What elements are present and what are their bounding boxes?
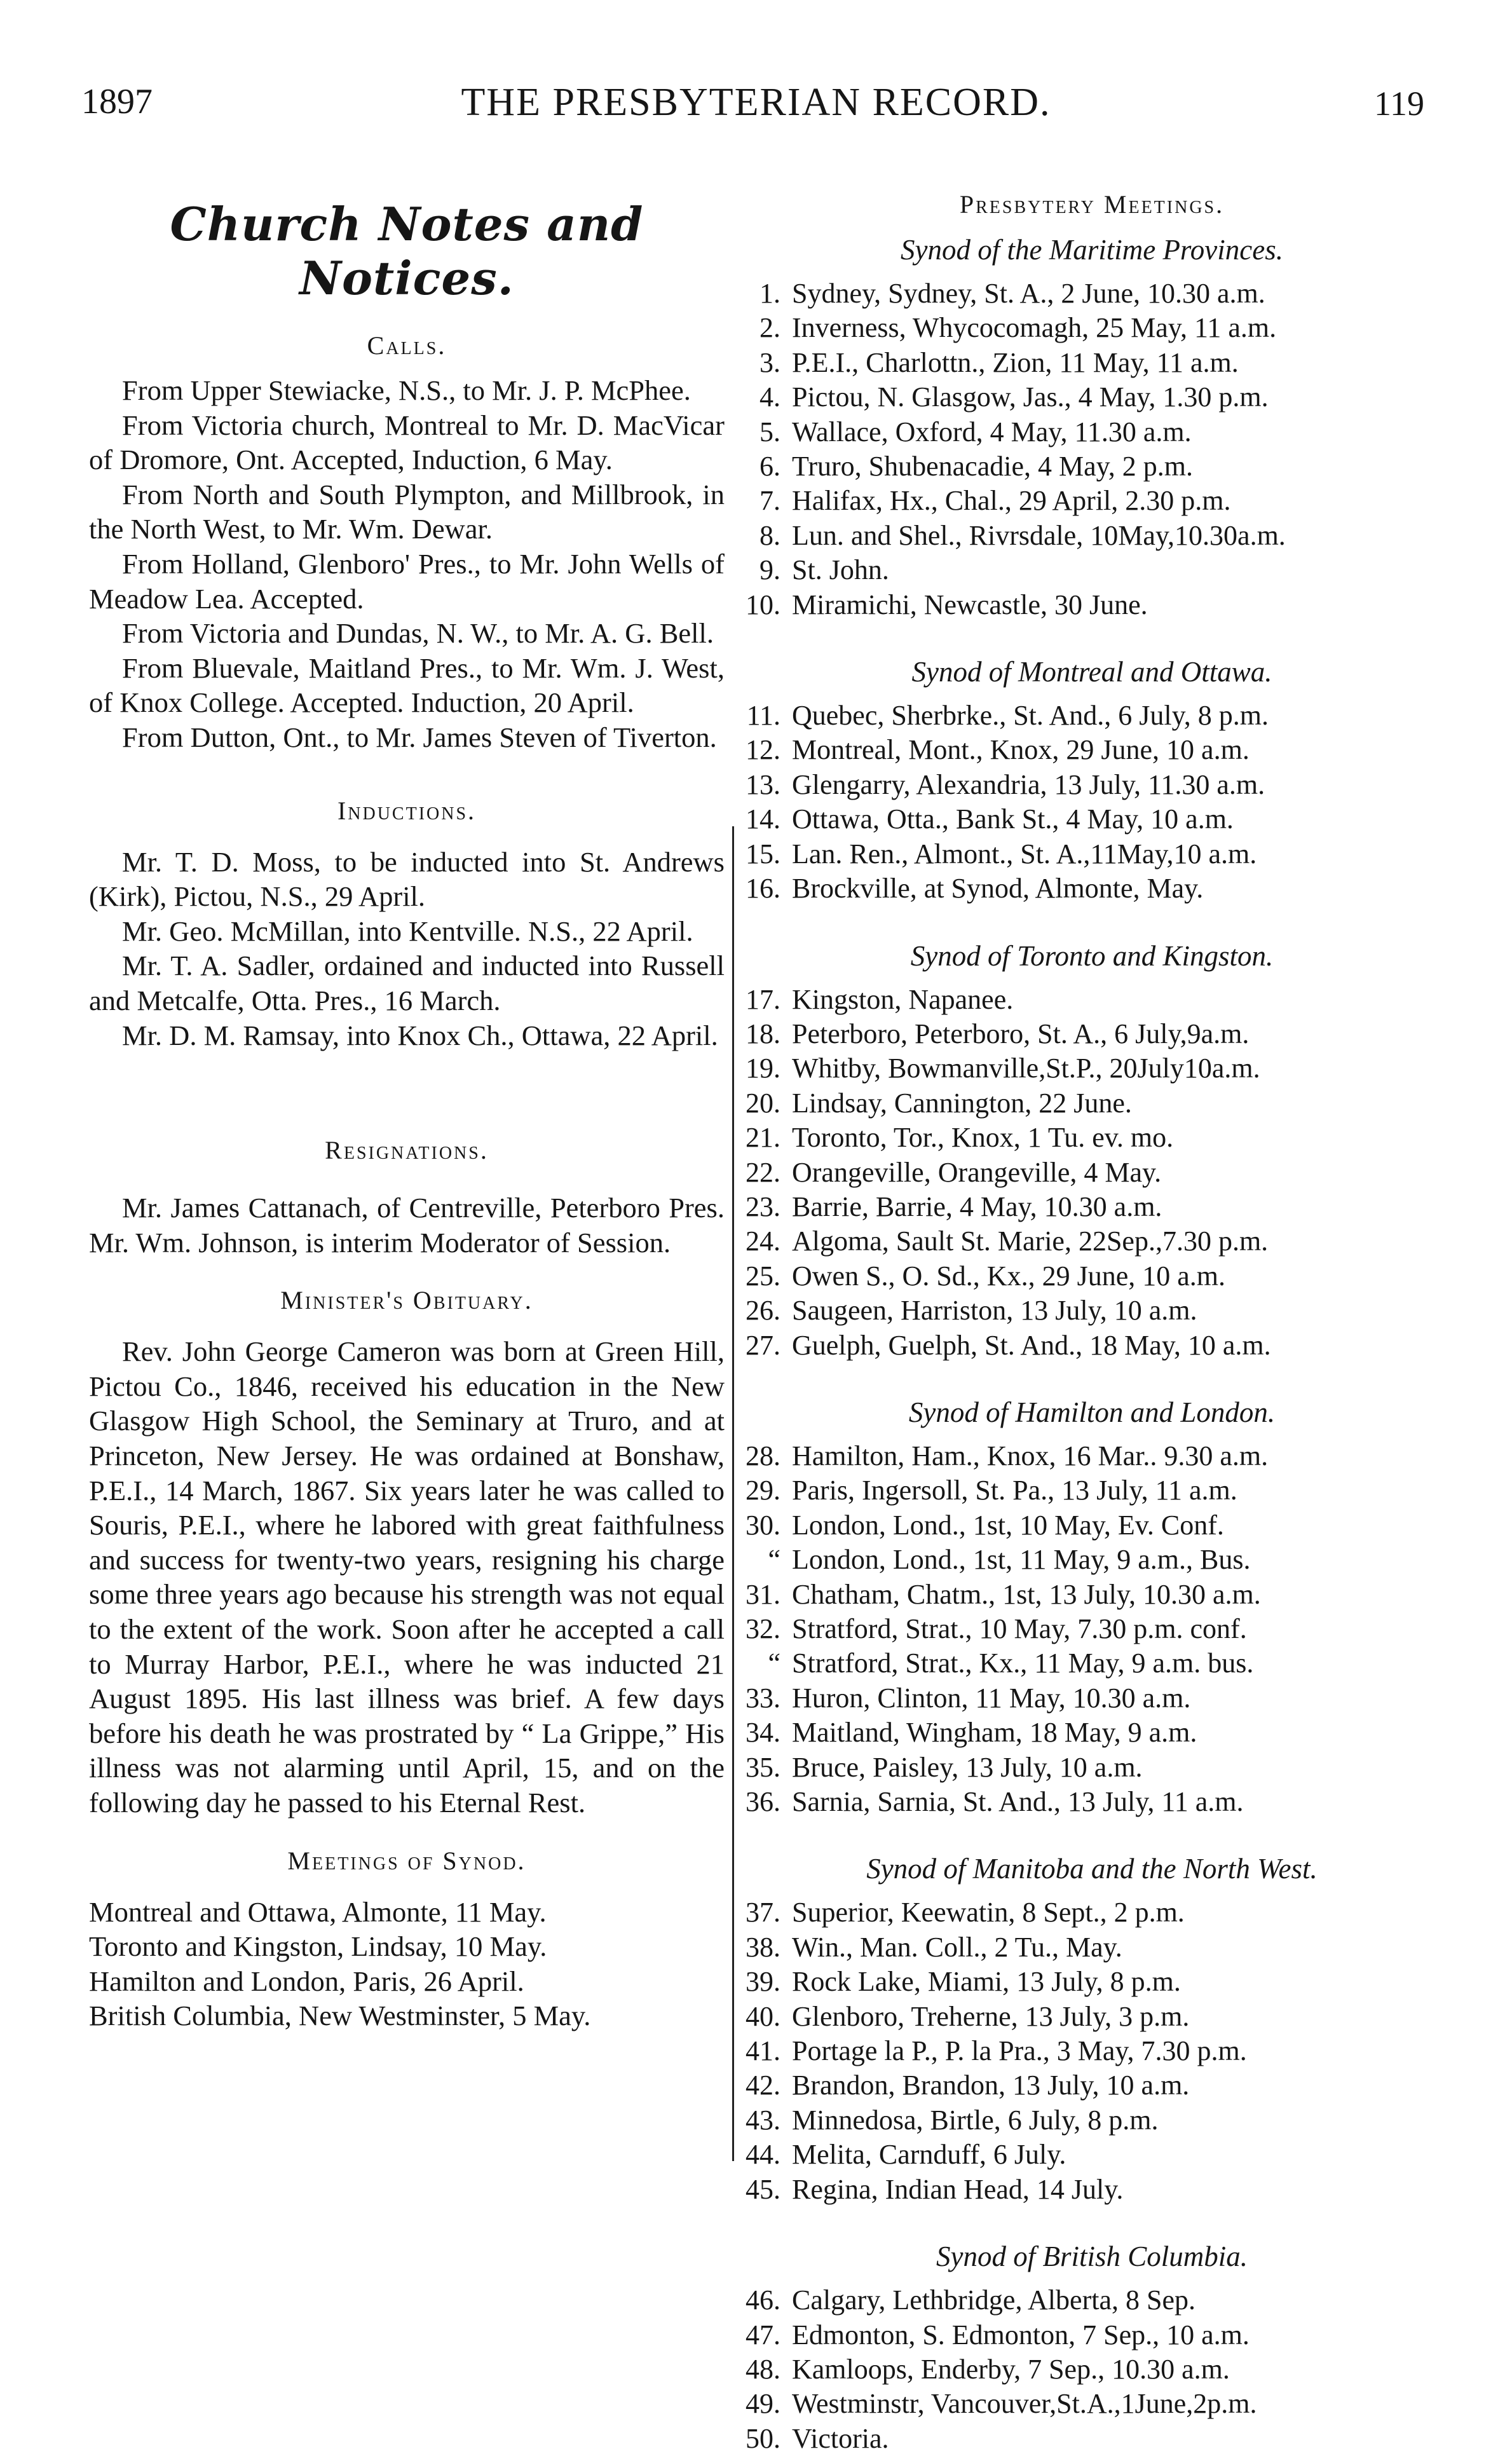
- spacer: [780, 553, 792, 587]
- presbytery-details: Orangeville, Orangeville, 4 May.: [792, 1156, 1162, 1188]
- synod-meeting-line: Montreal and Ottawa, Almonte, 11 May.: [89, 1895, 547, 1928]
- presbytery-entry: [742, 1473, 1441, 1508]
- presbytery-details: London, Lond., 1st, 10 May, Ev. Conf.: [792, 1509, 1224, 1541]
- presbytery-number: 33.: [746, 1682, 780, 1714]
- presbytery-number: 24.: [746, 1225, 780, 1257]
- spacer: [780, 346, 792, 380]
- induction-paragraph: Mr. Geo. McMillan, into Kentville. N.S., 22 April.: [122, 915, 693, 947]
- presbytery-number: 40.: [746, 2000, 780, 2032]
- presbytery-details: Kingston, Napanee.: [792, 983, 1014, 1015]
- presbytery-number: 6.: [759, 451, 780, 482]
- spacer: [780, 588, 792, 622]
- spacer: [780, 1750, 792, 1785]
- presbytery-details: Melita, Carnduff, 6 July.: [792, 2139, 1066, 2171]
- presbytery-entry: [742, 2068, 1441, 2103]
- presbytery-entry: [742, 1578, 1441, 1612]
- presbytery-number: 39.: [746, 1966, 780, 1998]
- presbytery-number: 5.: [759, 416, 780, 447]
- presbytery-entry: [742, 2387, 1441, 2421]
- presbytery-number: 30.: [746, 1509, 780, 1541]
- presbytery-entry: [742, 1646, 1441, 1681]
- spacer: [780, 2318, 792, 2352]
- spacer: [780, 1121, 792, 1155]
- presbytery-details: Hamilton, Ham., Knox, 16 Mar.. 9.30 a.m.: [792, 1440, 1269, 1471]
- presbytery-number: 41.: [746, 2035, 780, 2067]
- induction-paragraph: Mr. T. D. Moss, to be inducted into St. Andrews (Kirk), Pictou, N.S., 29 April.: [89, 845, 725, 913]
- call-paragraph: From North and South Plympton, and Millbrook, in the North West, to Mr. Wm. Dewar.: [89, 478, 725, 545]
- spacer: [780, 1578, 792, 1612]
- spacer: [780, 519, 792, 553]
- spacer: [780, 2422, 792, 2456]
- synod-heading: Synod of Manitoba and the North West.: [866, 1853, 1318, 1885]
- presbytery-entry: [742, 1965, 1441, 1999]
- presbytery-number: 19.: [746, 1053, 780, 1084]
- obituary-heading: Minister's Obituary.: [280, 1286, 533, 1315]
- presbytery-number: 12.: [746, 734, 780, 766]
- synod-meeting-line: Toronto and Kingston, Lindsay, 10 May.: [89, 1930, 547, 1963]
- presbytery-entry: [742, 1017, 1441, 1051]
- left-column: [89, 184, 725, 2033]
- obituary-paragraph: Rev. John George Cameron was born at Green Hill, Pictou Co., 1846, received his education in the New Glasgow High School, the Seminary at Truro, and at Princeton, New Jersey. He was ordained at Bonshaw, P.E.I., 14 March, 1867. Six years later he was called to Souris, P.E.I., where he labored with great faithfulness and success for twenty-two years, resigning his charge some three years ago because his strength was not equal to the extent of the work. Soon after he accepted a call to Murray Harbor, P.E.I., where he was inducted 21 August 1895. His last illness was brief. A few days before his death he was prostrated by “ La Grippe,” His illness was not alarming until April, 15, and on the following day he passed to his Eternal Rest.: [89, 1335, 725, 1818]
- presbytery-entry: [742, 1051, 1441, 1086]
- presbytery-details: Glenboro, Treherne, 13 July, 3 p.m.: [792, 2000, 1190, 2032]
- spacer: [780, 1543, 792, 1577]
- resignations-section: [89, 1190, 725, 1260]
- inductions-heading: Inductions.: [337, 796, 477, 825]
- presbytery-number: 42.: [746, 2070, 780, 2101]
- presbytery-number: 35.: [746, 1751, 780, 1783]
- spacer: [780, 837, 792, 871]
- presbytery-entry: [742, 768, 1441, 802]
- presbytery-details: Owen S., O. Sd., Kx., 29 June, 10 a.m.: [792, 1260, 1225, 1292]
- presbytery-entry: [742, 1328, 1441, 1363]
- presbytery-entry: [742, 1508, 1441, 1543]
- presbytery-details: Toronto, Tor., Knox, 1 Tu. ev. mo.: [792, 1122, 1174, 1154]
- spacer: [780, 1293, 792, 1328]
- presbytery-entry: [742, 2352, 1441, 2387]
- right-column: [742, 184, 1441, 2456]
- synod-heading: Synod of the Maritime Provinces.: [901, 234, 1283, 266]
- spacer: [780, 1473, 792, 1508]
- page-header: [75, 75, 1437, 132]
- presbytery-details: Miramichi, Newcastle, 30 June.: [792, 589, 1148, 620]
- spacer: [780, 449, 792, 484]
- spacer: [780, 1328, 792, 1363]
- presbytery-number: 16.: [746, 873, 780, 904]
- presbytery-details: Sarnia, Sarnia, St. And., 13 July, 11 a.m.: [792, 1786, 1244, 1818]
- presbytery-details: Peterboro, Peterboro, St. A., 6 July,9a.m.: [792, 1018, 1250, 1049]
- presbytery-details: St. John.: [792, 554, 889, 586]
- synod-meetings-section: [89, 1895, 725, 2033]
- presbytery-details: Calgary, Lethbridge, Alberta, 8 Sep.: [792, 2284, 1195, 2316]
- presbytery-number: 37.: [746, 1897, 780, 1928]
- presbytery-number: 47.: [746, 2319, 780, 2350]
- presbytery-details: Brandon, Brandon, 13 July, 10 a.m.: [792, 2070, 1190, 2101]
- header-page-number: 119: [1374, 85, 1424, 123]
- presbytery-details: Algoma, Sault St. Marie, 22Sep.,7.30 p.m.: [792, 1225, 1269, 1257]
- presbytery-entry: [742, 1156, 1441, 1190]
- presbytery-details: Pictou, N. Glasgow, Jas., 4 May, 1.30 p.m.: [792, 381, 1269, 413]
- presbytery-details: Whitby, Bowmanville,St.P., 20July10a.m.: [792, 1053, 1260, 1084]
- presbytery-details: Ottawa, Otta., Bank St., 4 May, 10 a.m.: [792, 803, 1234, 835]
- spacer: [780, 2068, 792, 2103]
- obituary-section: [89, 1334, 725, 1820]
- presbytery-entry: [742, 1439, 1441, 1473]
- call-paragraph: From Victoria and Dundas, N. W., to Mr. A. G. Bell.: [122, 617, 714, 650]
- presbytery-details: Inverness, Whycocomagh, 25 May, 11 a.m.: [792, 312, 1277, 344]
- synod-heading: Synod of British Columbia.: [936, 2241, 1248, 2273]
- presbytery-number: 28.: [746, 1440, 780, 1471]
- synod-heading: Synod of Hamilton and London.: [908, 1396, 1276, 1428]
- spacer: [780, 1439, 792, 1473]
- presbytery-details: Chatham, Chatm., 1st, 13 July, 10.30 a.m.: [792, 1578, 1261, 1610]
- presbytery-entry: [742, 2103, 1441, 2138]
- presbytery-entry: [742, 553, 1441, 587]
- presbytery-entry: [742, 415, 1441, 449]
- spacer: [780, 1224, 792, 1259]
- presbytery-details: Westminstr, Vancouver,St.A.,1June,2p.m.: [792, 2388, 1257, 2420]
- spacer: [780, 1156, 792, 1190]
- spacer: [780, 733, 792, 767]
- spacer: [780, 1051, 792, 1086]
- presbytery-number: 17.: [746, 983, 780, 1015]
- presbytery-number: 10.: [746, 589, 780, 620]
- spacer: [780, 871, 792, 906]
- header-year: 1897: [81, 82, 153, 121]
- presbytery-details: Edmonton, S. Edmonton, 7 Sep., 10 a.m.: [792, 2319, 1250, 2350]
- presbytery-entry: [742, 2034, 1441, 2068]
- presbytery-details: P.E.I., Charlottn., Zion, 11 May, 11 a.m.: [792, 346, 1239, 378]
- spacer: [780, 1785, 792, 1819]
- presbytery-details: Truro, Shubenacadie, 4 May, 2 p.m.: [792, 451, 1193, 482]
- presbytery-entry: [742, 380, 1441, 414]
- induction-paragraph: Mr. T. A. Sadler, ordained and inducted into Russell and Metcalfe, Otta. Pres., 16 March.: [89, 950, 725, 1016]
- presbytery-number: 11.: [746, 700, 780, 732]
- spacer: [780, 1965, 792, 1999]
- presbytery-entry: [742, 1121, 1441, 1155]
- spacer: [780, 1612, 792, 1646]
- presbytery-entry: [742, 2283, 1441, 2317]
- spacer: [780, 1895, 792, 1930]
- presbytery-number: 38.: [746, 1931, 780, 1963]
- presbytery-entry: [742, 519, 1441, 553]
- presbytery-number: 18.: [746, 1018, 780, 1049]
- presbytery-details: Win., Man. Coll., 2 Tu., May.: [792, 1931, 1122, 1963]
- presbytery-number: 22.: [746, 1156, 780, 1188]
- spacer: [780, 2034, 792, 2068]
- presbytery-number: 9.: [759, 554, 780, 586]
- call-paragraph: From Dutton, Ont., to Mr. James Steven of Tiverton.: [122, 721, 717, 753]
- presbytery-entry: [742, 699, 1441, 733]
- presbytery-number: 3.: [759, 346, 780, 378]
- spacer: [780, 2387, 792, 2421]
- spacer: [780, 768, 792, 802]
- presbytery-entry: [742, 1681, 1441, 1716]
- spacer: [780, 1508, 792, 1543]
- presbytery-number: “: [768, 1544, 780, 1576]
- spacer: [780, 484, 792, 518]
- presbytery-entry: [742, 1895, 1441, 1930]
- presbytery-entry: [742, 1086, 1441, 1121]
- synod-heading: Synod of Toronto and Kingston.: [910, 939, 1274, 972]
- spacer: [780, 380, 792, 414]
- synod-meetings-heading: Meetings of Synod.: [287, 1846, 526, 1875]
- presbytery-entry: [742, 2173, 1441, 2207]
- presbytery-meetings-heading: Presbytery Meetings.: [959, 190, 1225, 219]
- spacer: [780, 415, 792, 449]
- presbytery-number: 43.: [746, 2104, 780, 2136]
- presbytery-number: 45.: [746, 2173, 780, 2205]
- call-paragraph: From Bluevale, Maitland Pres., to Mr. Wm. J. West, of Knox College. Accepted. Induction, 20 April.: [89, 652, 725, 719]
- presbytery-number: 46.: [746, 2284, 780, 2316]
- presbytery-entry: [742, 1716, 1441, 1750]
- presbytery-details: Sydney, Sydney, St. A., 2 June, 10.30 a.m.: [792, 278, 1265, 309]
- presbytery-number: 1.: [759, 278, 780, 309]
- presbytery-details: Portage la P., P. la Pra., 3 May, 7.30 p.m.: [792, 2035, 1247, 2067]
- main-title: Church Notes and Notices.: [170, 197, 644, 305]
- call-paragraph: From Holland, Glenboro' Pres., to Mr. John Wells of Meadow Lea. Accepted.: [89, 547, 725, 615]
- presbytery-number: 25.: [746, 1260, 780, 1292]
- presbytery-details: London, Lond., 1st, 11 May, 9 a.m., Bus.: [792, 1544, 1251, 1576]
- presbytery-details: Huron, Clinton, 11 May, 10.30 a.m.: [792, 1682, 1191, 1714]
- presbytery-number: 8.: [759, 519, 780, 551]
- presbytery-entry: [742, 1785, 1441, 1819]
- presbytery-details: Halifax, Hx., Chal., 29 April, 2.30 p.m.: [792, 485, 1231, 517]
- spacer: [780, 311, 792, 345]
- presbytery-details: Barrie, Barrie, 4 May, 10.30 a.m.: [792, 1190, 1162, 1222]
- presbytery-entry: [742, 2422, 1441, 2456]
- presbytery-number: 20.: [746, 1087, 780, 1119]
- presbytery-details: Bruce, Paisley, 13 July, 10 a.m.: [792, 1751, 1143, 1783]
- presbytery-number: 26.: [746, 1295, 780, 1327]
- presbytery-entry: [742, 1259, 1441, 1293]
- presbytery-entry: [742, 1543, 1441, 1577]
- presbytery-number: 2.: [759, 312, 780, 344]
- presbytery-entry: [742, 588, 1441, 622]
- presbytery-number: 31.: [746, 1578, 780, 1610]
- presbytery-details: Quebec, Sherbrke., St. And., 6 July, 8 p.m.: [792, 700, 1269, 732]
- spacer: [780, 2173, 792, 2207]
- spacer: [780, 2283, 792, 2317]
- presbytery-number: 14.: [746, 803, 780, 835]
- presbytery-details: Saugeen, Harriston, 13 July, 10 a.m.: [792, 1295, 1197, 1327]
- presbytery-details: Superior, Keewatin, 8 Sept., 2 p.m.: [792, 1897, 1185, 1928]
- spacer: [780, 2103, 792, 2138]
- calls-heading: Calls.: [367, 331, 447, 360]
- presbytery-number: 4.: [759, 381, 780, 413]
- presbytery-entry: [742, 837, 1441, 871]
- presbytery-details: Maitland, Wingham, 18 May, 9 a.m.: [792, 1717, 1197, 1749]
- presbytery-number: 29.: [746, 1475, 780, 1506]
- presbytery-details: Guelph, Guelph, St. And., 18 May, 10 a.m.: [792, 1329, 1271, 1361]
- presbytery-number: 50.: [746, 2422, 780, 2454]
- presbytery-details: Regina, Indian Head, 14 July.: [792, 2173, 1124, 2205]
- column-divider: [732, 826, 734, 2161]
- calls-section: [89, 373, 725, 755]
- presbytery-details: Rock Lake, Miami, 13 July, 8 p.m.: [792, 1966, 1181, 1998]
- presbytery-details: Wallace, Oxford, 4 May, 11.30 a.m.: [792, 416, 1192, 447]
- presbytery-entry: [742, 1750, 1441, 1785]
- presbytery-entry: [742, 2318, 1441, 2352]
- synod-heading: Synod of Montreal and Ottawa.: [911, 656, 1272, 688]
- presbytery-entry: [742, 311, 1441, 345]
- spacer: [780, 699, 792, 733]
- presbytery-number: 36.: [746, 1786, 780, 1818]
- presbytery-entry: [742, 1224, 1441, 1259]
- presbytery-entry: [742, 983, 1441, 1017]
- presbytery-number: 48.: [746, 2353, 780, 2385]
- spacer: [780, 1259, 792, 1293]
- presbytery-number: “: [768, 1648, 780, 1679]
- spacer: [780, 1190, 792, 1224]
- presbytery-details: Stratford, Strat., Kx., 11 May, 9 a.m. bus.: [792, 1648, 1254, 1679]
- resignations-heading: Resignations.: [325, 1136, 489, 1165]
- presbytery-number: 34.: [746, 1717, 780, 1749]
- presbytery-number: 23.: [746, 1190, 780, 1222]
- spacer: [780, 2000, 792, 2034]
- presbytery-details: Lan. Ren., Almont., St. A.,11May,10 a.m.: [792, 838, 1257, 870]
- spacer: [780, 1017, 792, 1051]
- presbytery-entry: [742, 484, 1441, 518]
- presbytery-details: Kamloops, Enderby, 7 Sep., 10.30 a.m.: [792, 2353, 1230, 2385]
- presbytery-number: 21.: [746, 1122, 780, 1154]
- presbytery-entry: [742, 1930, 1441, 1965]
- presbytery-details: Brockville, at Synod, Almonte, May.: [792, 873, 1204, 904]
- presbytery-entry: [742, 1293, 1441, 1328]
- presbytery-entry: [742, 1190, 1441, 1224]
- presbytery-number: 13.: [746, 768, 780, 800]
- spacer: [780, 1646, 792, 1681]
- induction-paragraph: Mr. D. M. Ramsay, into Knox Ch., Ottawa, 22 April.: [122, 1019, 718, 1051]
- presbytery-entry: [742, 2000, 1441, 2034]
- presbytery-details: Montreal, Mont., Knox, 29 June, 10 a.m.: [792, 734, 1250, 766]
- presbytery-details: Glengarry, Alexandria, 13 July, 11.30 a.m.: [792, 768, 1265, 800]
- presbytery-entry: [742, 802, 1441, 836]
- header-title: THE PRESBYTERIAN RECORD.: [461, 81, 1051, 124]
- spacer: [780, 983, 792, 1017]
- presbytery-details: Stratford, Strat., 10 May, 7.30 p.m. conf.: [792, 1613, 1247, 1644]
- presbytery-details: Paris, Ingersoll, St. Pa., 13 July, 11 a.m.: [792, 1475, 1237, 1506]
- presbytery-number: 49.: [746, 2388, 780, 2420]
- spacer: [780, 1681, 792, 1716]
- spacer: [780, 2352, 792, 2387]
- presbytery-details: Lun. and Shel., Rivrsdale, 10May,10.30a.m.: [792, 519, 1286, 551]
- resignation-paragraph: Mr. James Cattanach, of Centreville, Peterboro Pres. Mr. Wm. Johnson, is interim Moderator of Session.: [89, 1192, 725, 1259]
- presbytery-entry: [742, 346, 1441, 380]
- spacer: [780, 2138, 792, 2172]
- call-paragraph: From Upper Stewiacke, N.S., to Mr. J. P. McPhee.: [122, 374, 691, 406]
- presbytery-number: 27.: [746, 1329, 780, 1361]
- presbytery-details: Minnedosa, Birtle, 6 July, 8 p.m.: [792, 2104, 1159, 2136]
- presbytery-number: 7.: [759, 485, 780, 517]
- spacer: [780, 276, 792, 311]
- presbytery-number: 44.: [746, 2139, 780, 2171]
- presbytery-entry: [742, 871, 1441, 906]
- call-paragraph: From Victoria church, Montreal to Mr. D. MacVicar of Dromore, Ont. Accepted, Induction, 6 May.: [89, 409, 725, 476]
- presbytery-details: Lindsay, Cannington, 22 June.: [792, 1087, 1132, 1119]
- spacer: [780, 1086, 792, 1121]
- presbytery-details: Victoria.: [792, 2422, 889, 2454]
- synod-meeting-line: Hamilton and London, Paris, 26 April.: [89, 1965, 524, 1997]
- spacer: [780, 1716, 792, 1750]
- presbytery-number: 32.: [746, 1613, 780, 1644]
- presbytery-list: [742, 233, 1441, 2456]
- spacer: [780, 1930, 792, 1965]
- presbytery-entry: [742, 733, 1441, 767]
- synod-meeting-line: British Columbia, New Westminster, 5 May.: [89, 2000, 591, 2032]
- spacer: [780, 802, 792, 836]
- presbytery-entry: [742, 449, 1441, 484]
- presbytery-entry: [742, 1612, 1441, 1646]
- presbytery-number: 15.: [746, 838, 780, 870]
- presbytery-entry: [742, 2138, 1441, 2172]
- inductions-section: [89, 845, 725, 1053]
- presbytery-entry: [742, 276, 1441, 311]
